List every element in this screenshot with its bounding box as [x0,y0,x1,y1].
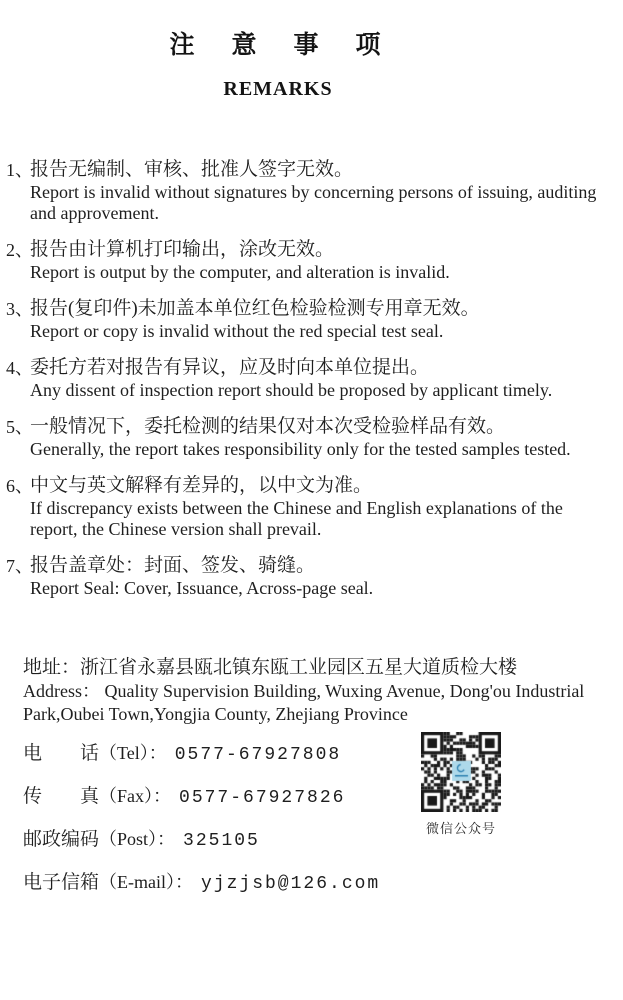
contact-row-post [23,827,623,853]
post-value: 325105 [183,831,260,851]
contact-row-email [23,870,623,896]
tel-label-chinese: 电 话 [23,743,100,764]
email-label-chinese: 电子信箱 [23,872,100,893]
page-header [0,0,556,102]
remark-text-chinese: 报告盖章处：封面、签发、骑缝。 [30,555,316,576]
remark-text-english: Report or copy is invalid without the red special test seal. [30,321,444,341]
wechat-qr-code-icon [421,732,501,812]
remark-number: 3、 [6,299,33,319]
address-english: Address： Quality Supervision Building, Wuxing Avenue, Dong'ou Industrial Park,Oubei Town,Yongjia County, Zhejiang Province [23,681,585,724]
wechat-qr-caption: 微信公众号 [425,821,496,836]
address-block [23,656,588,726]
remark-text-chinese: 中文与英文解释有差异的，以中文为准。 [30,475,373,496]
fax-label-chinese: 传 真 [23,786,100,807]
remark-text-english: Report Seal: Cover, Issuance, Across-page seal. [30,578,374,598]
remark-text-chinese: 报告(复印件)未加盖本单位红色检验检测专用章无效。 [30,298,480,319]
fax-value: 0577-67927826 [179,788,346,808]
remark-text-english: Report is output by the computer, and alteration is invalid. [30,262,450,282]
remark-text-chinese: 报告无编制、审核、批准人签字无效。 [30,159,354,180]
remark-number: 6、 [6,476,33,496]
remark-text-chinese: 报告由计算机打印输出，涂改无效。 [30,239,335,260]
remark-item-4 [6,356,602,401]
remark-text-english: Any dissent of inspection report should be proposed by applicant timely. [30,380,553,400]
remark-text-chinese: 一般情况下，委托检测的结果仅对本次受检验样品有效。 [30,416,506,437]
remark-text-english: If discrepancy exists between the Chinese and English explanations of the report, the Chinese version shall prevail. [30,498,563,539]
tel-value: 0577-67927808 [174,745,342,765]
contact-row-tel [23,741,623,767]
fax-label-english: （Fax）： [99,786,172,806]
remark-item-2 [6,238,602,283]
page-title-chinese: 注 意 事 项 [169,32,387,59]
remark-item-3 [6,297,602,342]
remarks-list [6,158,602,599]
remark-item-5 [6,415,602,460]
remark-number: 1、 [6,160,33,180]
address-chinese: 地址：浙江省永嘉县瓯北镇东瓯工业园区五星大道质检大楼 [23,657,518,678]
remark-item-1 [6,158,602,224]
wechat-qr-block [415,732,507,837]
remark-text-chinese: 委托方若对报告有异议，应及时向本单位提出。 [30,357,430,378]
page-title-english: REMARKS [223,78,333,100]
contact-row-fax [23,784,623,810]
tel-label-english: （Tel）： [99,743,167,763]
remark-number: 5、 [6,417,33,437]
remark-item-7 [6,554,602,599]
post-label-chinese: 邮政编码 [23,829,100,850]
remark-number: 2、 [6,240,33,260]
contact-block [23,741,623,896]
remark-item-6 [6,474,602,540]
email-value: yjzjsb@126.com [201,874,381,894]
remark-text-english: Generally, the report takes responsibility only for the tested samples tested. [30,439,571,459]
remark-text-english: Report is invalid without signatures by concerning persons of issuing, auditing and approvement. [30,182,597,223]
remark-number: 4、 [6,358,33,378]
remark-number: 7、 [6,556,33,576]
email-label-english: （E-mail）： [99,872,193,892]
post-label-english: （Post）： [99,829,176,849]
